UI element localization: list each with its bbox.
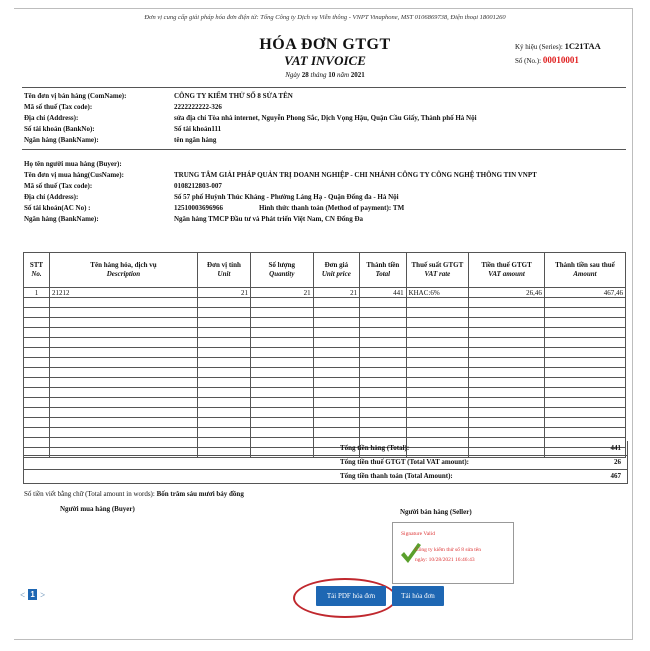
table-row-empty [24,418,626,428]
series-value: 1C21TAA [564,41,601,51]
buyer-info: Họ tên người mua hàng (Buyer): Tên đơn vị mua hàng(CusName): TRUNG TÂM GIẢI PHÁP QUẢN TRỊ DOANH NGHIỆP - CHI NHÁNH CÔNG TY CÔNG NGHỆ THÔNG TIN VNPT Mã số thuế (Tax code): 0108212803-007 Địa chỉ (Address): Số 57 phố Huỳnh Thúc Kháng - Phường Láng Hạ - Quận Đống đa - Hà Nội Số tài khoản(AC No) : 12510003696966 Hình thức thanh toán (Method of payment): TM Ngân hàng (BankName): Ngân hàng TMCP Đầu tư và Phát triển Việt Nam, CN Đống Đa [24,160,537,223]
column-header: Thành tiền Total [360,253,406,288]
table-row: 1 21212 21 21 21 441 KHAC:6% 26,46 467,46 [24,288,626,298]
column-header: Tiền thuế GTGT VAT amount [469,253,545,288]
download-invoice-button[interactable]: Tải hóa đơn [392,586,444,606]
prev-page-button[interactable]: < [20,589,26,600]
checkmark-icon [399,541,423,567]
download-pdf-button[interactable]: Tải PDF hóa đơn [316,586,386,606]
invoice-date: Ngày 28 tháng 10 năm 2021 [285,71,365,79]
table-row-empty [24,388,626,398]
items-table [23,252,626,458]
divider [22,87,626,88]
table-row-empty [24,308,626,318]
column-header: Đơn giá Unit price [313,253,359,288]
column-header: Thành tiền sau thuế Amount [544,253,625,288]
table-row-empty [24,298,626,308]
total-amount-row: Tổng tiền thanh toán (Total Amount): 467 [23,469,628,484]
invoice-subtitle: VAT INVOICE [284,53,366,68]
table-row-empty [24,408,626,418]
pagination [20,589,45,600]
invoice-title: HÓA ĐƠN GTGT [259,36,391,53]
table-row-empty [24,398,626,408]
total-vat-row: Tổng tiền thuế GTGT (Total VAT amount): 26 [23,455,628,470]
series-label: Ký hiệu (Series): [515,43,563,51]
invoice-number: 00010001 [542,55,579,65]
column-header: STT No. [24,253,50,288]
no-label: Số (No.): [515,57,542,65]
page-1-button[interactable]: 1 [28,589,37,600]
table-row-empty [24,378,626,388]
provider-line: Đơn vị cung cấp giải pháp hóa đơn điện tử: Tổng Công ty Dịch vụ Viễn thông - VNPT Vinaphone, MST 0106869738, Điện thoại 18001260 [144,14,506,21]
seller-info: Tên đơn vị bán hàng (ComName): CÔNG TY KIỂM THỬ SỐ 8 SỬA TÊN Mã số thuế (Tax code): 2222222222-326 Địa chỉ (Address): sửa địa chỉ Tòa nhà internet, Nguyễn Phong Sắc, Dịch Vọng Hậu, Quận Cầu Giấy, Thành phố Hà Nội Số tài khoản (BankNo): Số tài khoản111 Ngân hàng (BankName): tên ngân hàng [24,92,477,144]
table-row-empty [24,348,626,358]
table-row-empty [24,368,626,378]
column-header: Thuế suất GTGT VAT rate [406,253,469,288]
signature-date: ngày: 10/28/2021 16:46:43 [415,557,475,563]
digital-signature-box [392,522,514,584]
next-page-button[interactable]: > [40,589,46,600]
signature-status: Signature Valid [401,531,435,537]
table-row-empty [24,358,626,368]
column-header: Số lượng Quantity [250,253,313,288]
column-header: Đơn vị tính Unit [198,253,251,288]
table-row-empty [24,428,626,438]
signature-signer: Công ty kiểm thử số 8 sửa tên [415,547,481,553]
table-row-empty [24,328,626,338]
buyer-signature-label: Người mua hàng (Buyer) [60,505,135,513]
series-block [515,41,601,65]
table-row-empty [24,338,626,348]
total-row: Tổng tiền hàng (Total): 441 [23,441,628,456]
seller-signature-label: Người bán hàng (Seller) [400,508,472,516]
table-header [24,253,626,288]
column-header: Tên hàng hóa, dịch vụ Description [49,253,197,288]
table-row-empty [24,318,626,328]
amount-in-words: Số tiền viết bằng chữ (Total amount in words): Bốn trăm sáu mươi bảy đồng [24,490,244,498]
divider [22,149,626,150]
